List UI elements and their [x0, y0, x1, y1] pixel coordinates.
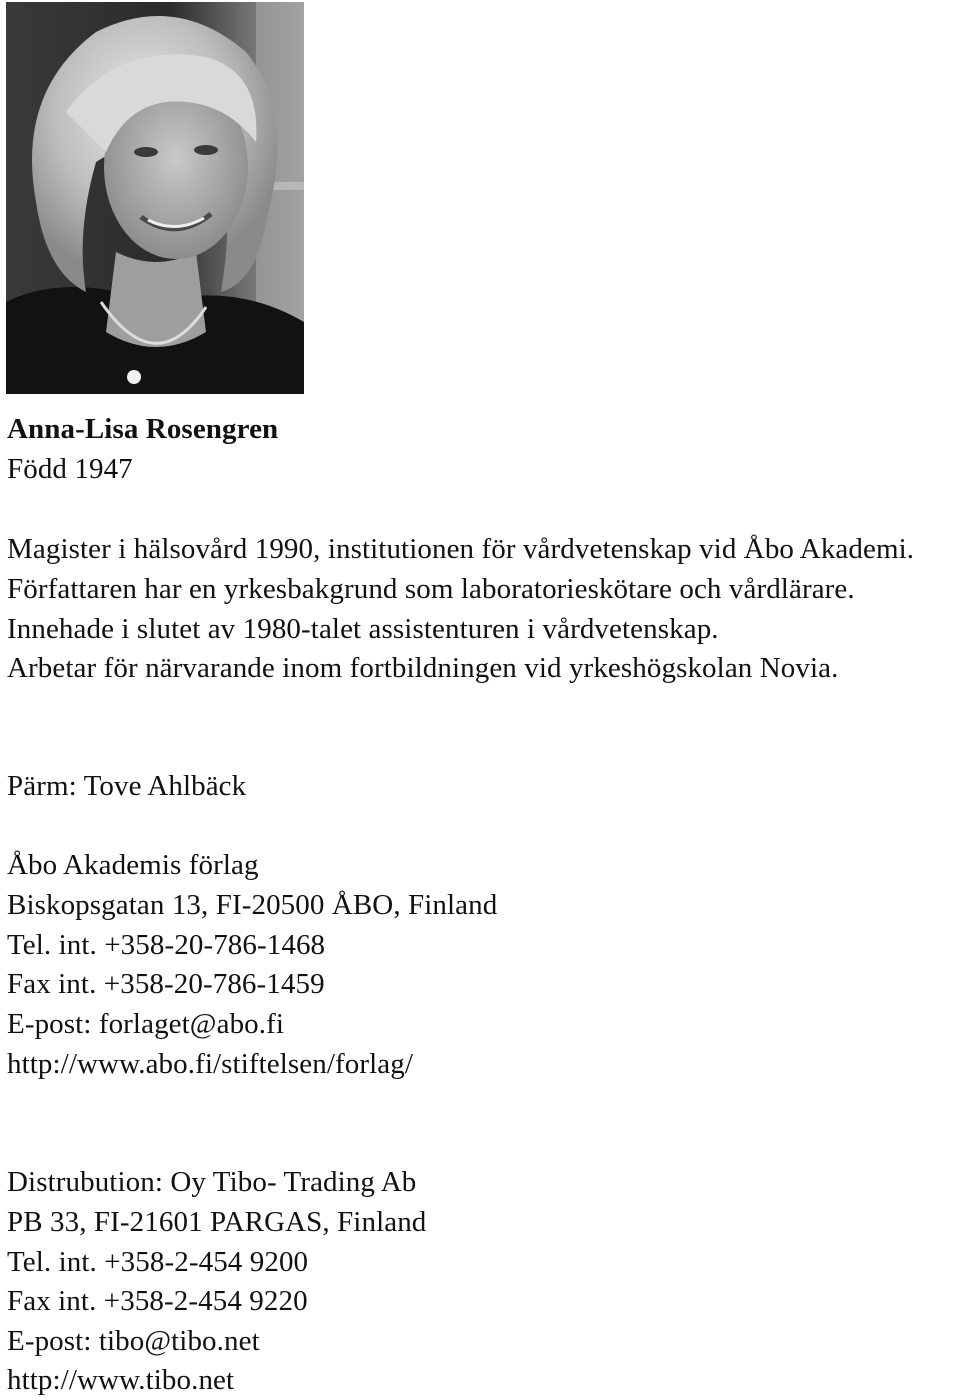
- distribution-address: PB 33, FI-21601 PARGAS, Finland: [7, 1206, 427, 1238]
- distribution-email[interactable]: E-post: tibo@tibo.net: [7, 1325, 260, 1357]
- distribution-website[interactable]: http://www.tibo.net: [7, 1364, 235, 1396]
- author-name: Anna-Lisa Rosengren: [7, 413, 279, 445]
- bio-line: Författaren har en yrkesbakgrund som laboratorieskötare och vårdlärare.: [7, 573, 855, 605]
- distribution-name: Distrubution: Oy Tibo- Trading Ab: [7, 1166, 417, 1198]
- publisher-email[interactable]: E-post: forlaget@abo.fi: [7, 1008, 285, 1040]
- publisher-website[interactable]: http://www.abo.fi/stiftelsen/forlag/: [7, 1048, 414, 1080]
- bio-line: Innehade i slutet av 1980-talet assistenturen i vårdvetenskap.: [7, 613, 719, 645]
- bio-line: Arbetar för närvarande inom fortbildningen vid yrkeshögskolan Novia.: [7, 652, 839, 684]
- publisher-name: Åbo Akademis förlag: [7, 849, 259, 881]
- publisher-tel: Tel. int. +358-20-786-1468: [7, 929, 326, 961]
- bio-line: Magister i hälsovård 1990, institutionen för vårdvetenskap vid Åbo Akademi.: [7, 533, 915, 565]
- distribution-fax: Fax int. +358-2-454 9220: [7, 1285, 308, 1317]
- publisher-address: Biskopsgatan 13, FI-20500 ÅBO, Finland: [7, 889, 498, 921]
- cover-credit: Pärm: Tove Ahlbäck: [7, 770, 247, 802]
- author-born: Född 1947: [7, 453, 133, 485]
- publisher-fax: Fax int. +358-20-786-1459: [7, 968, 325, 1000]
- distribution-tel: Tel. int. +358-2-454 9200: [7, 1246, 309, 1278]
- author-portrait-photo: [6, 2, 304, 394]
